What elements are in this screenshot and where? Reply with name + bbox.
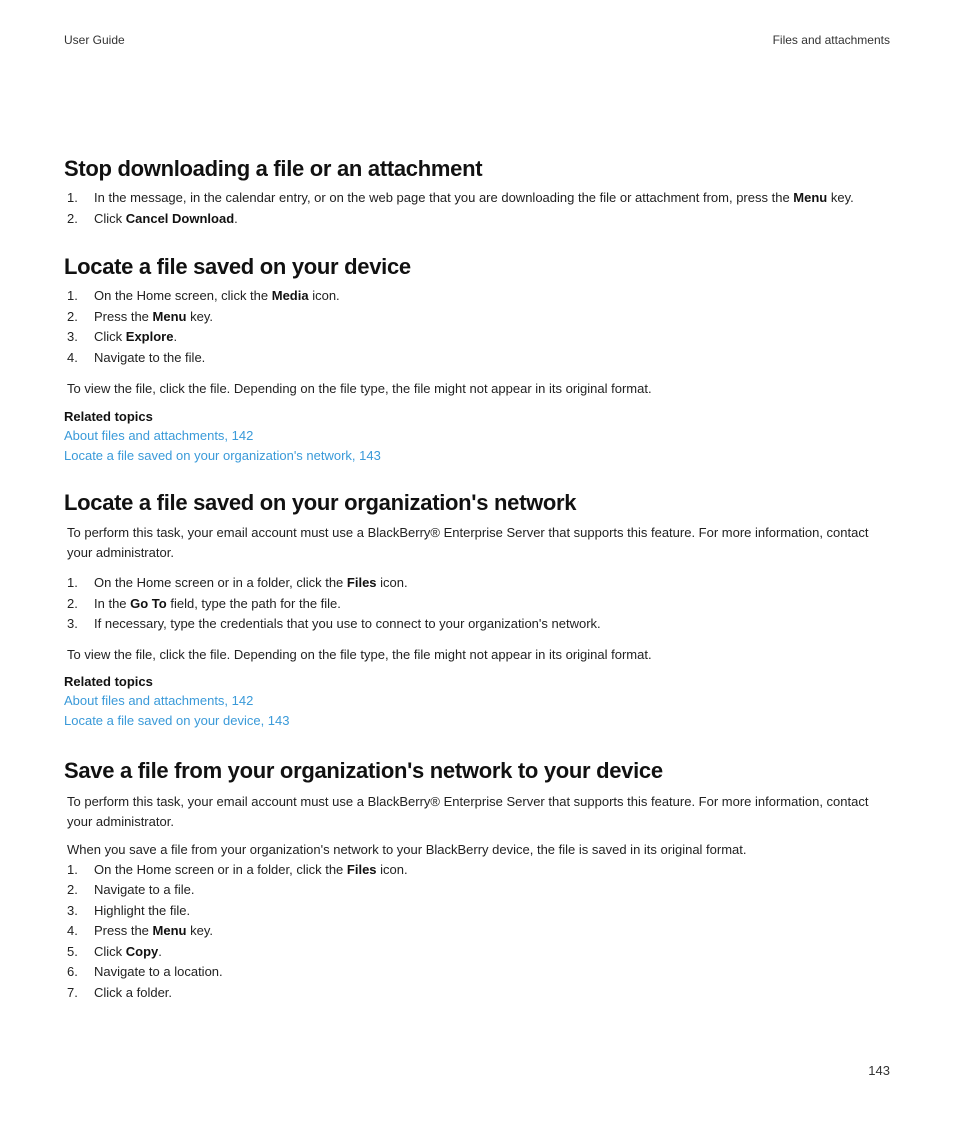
section-title: Locate a file saved on your device	[64, 254, 411, 279]
list-item: 4. Navigate to the file.	[67, 349, 206, 365]
note-text: To view the file, click the file. Depending on the file type, the file might not appear in its original format.	[67, 646, 652, 662]
list-item: 4. Press the Menu key.	[67, 923, 213, 939]
list-item: 3. Highlight the file.	[67, 902, 191, 918]
list-item: 1. On the Home screen or in a folder, click the Files icon.	[67, 861, 408, 877]
running-header-right: Files and attachments	[772, 33, 890, 47]
list-item: 1. On the Home screen, click the Media icon.	[67, 288, 340, 303]
section-title: Save a file from your organization's network to your device	[64, 758, 663, 783]
list-item: 5. Click Copy.	[67, 943, 162, 959]
section-locate-network	[64, 489, 890, 731]
section-title: Locate a file saved on your organization's network	[64, 490, 577, 515]
list-item: 2. Press the Menu key.	[67, 308, 213, 324]
list-item: 2. Navigate to a file.	[67, 882, 195, 898]
steps-list	[64, 286, 890, 368]
list-item: 6. Navigate to a location.	[67, 964, 223, 980]
link-locate-network[interactable]: Locate a file saved on your organization's network, 143	[64, 447, 381, 463]
list-item: 1. In the message, in the calendar entry, or on the web page that you are downloading the file or attachment from, press the Menu key.	[67, 190, 854, 205]
intro-text-2: When you save a file from your organization's network to your BlackBerry device, the file is saved in its original format.	[67, 842, 747, 857]
list-item: 7. Click a folder.	[67, 985, 173, 1001]
steps-list	[64, 188, 890, 229]
related-topics-title: Related topics	[64, 408, 153, 424]
list-item: 2. In the Go To field, type the path for the file.	[67, 595, 341, 611]
intro-text: To perform this task, your email account must use a BlackBerry® Enterprise Server that supports this feature. For more information, contact your administrator.	[67, 525, 869, 560]
steps-list	[64, 573, 890, 635]
section-title: Stop downloading a file or an attachment	[64, 156, 483, 181]
related-topics	[64, 672, 890, 731]
link-locate-device[interactable]: Locate a file saved on your device, 143	[64, 713, 290, 729]
page-number: 143	[868, 1063, 890, 1078]
section-locate-device	[64, 253, 890, 466]
link-about-files[interactable]: About files and attachments, 142	[64, 427, 254, 443]
list-item: 1. On the Home screen or in a folder, click the Files icon.	[67, 575, 408, 590]
related-topics	[64, 407, 890, 466]
list-item: 3. Click Explore.	[67, 329, 178, 345]
running-header-left: User Guide	[64, 33, 125, 47]
section-stop-downloading	[64, 155, 890, 229]
steps-list	[64, 860, 890, 1004]
intro-text: To perform this task, your email account must use a BlackBerry® Enterprise Server that supports this feature. For more information, contact your administrator.	[67, 794, 869, 829]
list-item: 3. If necessary, type the credentials that you use to connect to your organization's network.	[67, 616, 601, 632]
list-item: 2. Click Cancel Download.	[67, 210, 238, 226]
link-about-files[interactable]: About files and attachments, 142	[64, 693, 254, 709]
note-text: To view the file, click the file. Depending on the file type, the file might not appear in its original format.	[67, 381, 652, 397]
related-topics-title: Related topics	[64, 674, 153, 690]
section-save-file	[64, 757, 890, 1004]
